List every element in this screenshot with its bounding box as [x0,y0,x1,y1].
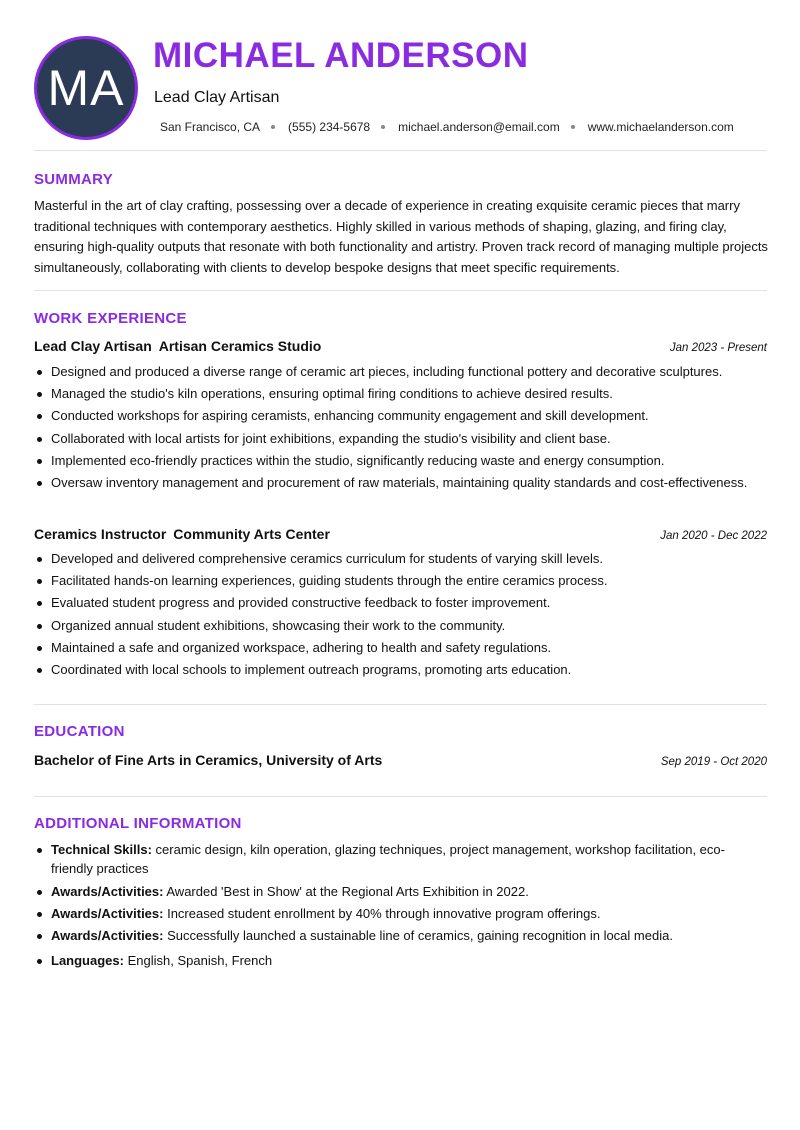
additional-list [34,841,754,974]
job-dates: Jan 2023 - Present [669,342,767,354]
education-row [34,752,767,768]
list-item: Developed and delivered comprehensive ceramics curriculum for students of varying skill levels. [34,550,754,569]
item-label: Awards/Activities: [51,928,164,944]
education-dates: Sep 2019 - Oct 2020 [660,756,767,768]
job-header [34,526,767,542]
education-title: EDUCATION [34,723,125,740]
list-item: Evaluated student progress and provided constructive feedback to foster improvement. [34,594,754,613]
avatar-initials: MA [47,60,125,116]
item-label: Awards/Activities: [51,906,164,922]
summary-text: Masterful in the art of clay crafting, possessing over a decade of experience in creating exquisite ceramic pieces that marry traditional techniques with contemporary aesthetics. Highly skilled in various methods of shaping, glazing, and firing clay, ensuring high-quality outputs that resonate with both functionality and artistry. Proven track record of managing multiple projects simultaneously, collaborating with clients to develop bespoke designs that meet specific requirements. [34,198,768,275]
list-item: Conducted workshops for aspiring ceramists, enhancing community engagement and skill development. [34,407,754,426]
contact-website[interactable]: www.michaelanderson.com [587,120,734,134]
contact-email[interactable]: michael.anderson@email.com [398,120,560,134]
list-item: Managed the studio's kiln operations, ensuring optimal firing conditions to achieve desired results. [34,385,754,404]
item-text: English, Spanish, French [127,952,273,968]
item-text: Increased student enrollment by 40% through innovative program offerings. [167,906,601,922]
list-item: Organized annual student exhibitions, showcasing their work to the community. [34,617,754,636]
list-item: Facilitated hands-on learning experiences, guiding students through the entire ceramics process. [34,572,754,591]
item-label: Technical Skills: [51,842,152,857]
list-item: Maintained a safe and organized workspace, adhering to health and safety regulations. [34,639,754,658]
job-bullets [34,550,754,683]
job-role: Ceramics Instructor [34,526,167,542]
job-header [34,338,767,354]
list-item [34,952,754,971]
job-company: Artisan Ceramics Studio [158,338,322,354]
divider [34,290,767,291]
job-bullets [34,363,754,496]
item-text: Awarded 'Best in Show' at the Regional Arts Exhibition in 2022. [166,884,529,899]
item-text: Successfully launched a sustainable line of ceramics, gaining recognition in local media. [167,928,673,944]
job-role: Lead Clay Artisan [34,338,152,354]
separator-dot [571,125,575,129]
separator-dot [381,125,385,129]
additional-title: ADDITIONAL INFORMATION [34,815,242,832]
divider [34,796,767,797]
list-item: Collaborated with local artists for joint exhibitions, expanding the studio's visibility and client base. [34,430,754,449]
separator-dot [271,125,275,129]
item-text: ceramic design, kiln operation, glazing techniques, project management, workshop facilitation, eco-friendly practices [51,842,725,876]
list-item [34,883,754,902]
list-item [34,841,754,878]
job-company: Community Arts Center [173,526,330,542]
job-dates: Jan 2020 - Dec 2022 [660,530,767,542]
summary-title: SUMMARY [34,171,114,188]
item-label: Languages: [51,952,124,968]
contact-location: San Francisco, CA [160,120,261,134]
candidate-name: MICHAEL ANDERSON [153,36,529,75]
list-item [34,905,754,924]
list-item: Implemented eco-friendly practices within the studio, significantly reducing waste and energy consumption. [34,452,754,471]
divider [34,150,767,151]
contact-phone: (555) 234-5678 [288,120,371,134]
divider [34,704,767,705]
list-item: Coordinated with local schools to implement outreach programs, promoting arts education. [34,661,754,680]
avatar [34,36,138,140]
list-item: Designed and produced a diverse range of ceramic art pieces, including functional pottery and decorative sculptures. [34,363,754,382]
contact-row [160,120,734,134]
item-label: Awards/Activities: [51,884,164,899]
experience-title: WORK EXPERIENCE [34,310,187,327]
list-item: Oversaw inventory management and procurement of raw materials, maintaining quality standards and cost-effectiveness. [34,474,754,493]
candidate-role: Lead Clay Artisan [154,89,280,106]
list-item [34,927,754,946]
education-degree: Bachelor of Fine Arts in Ceramics, University of Arts [34,752,383,768]
